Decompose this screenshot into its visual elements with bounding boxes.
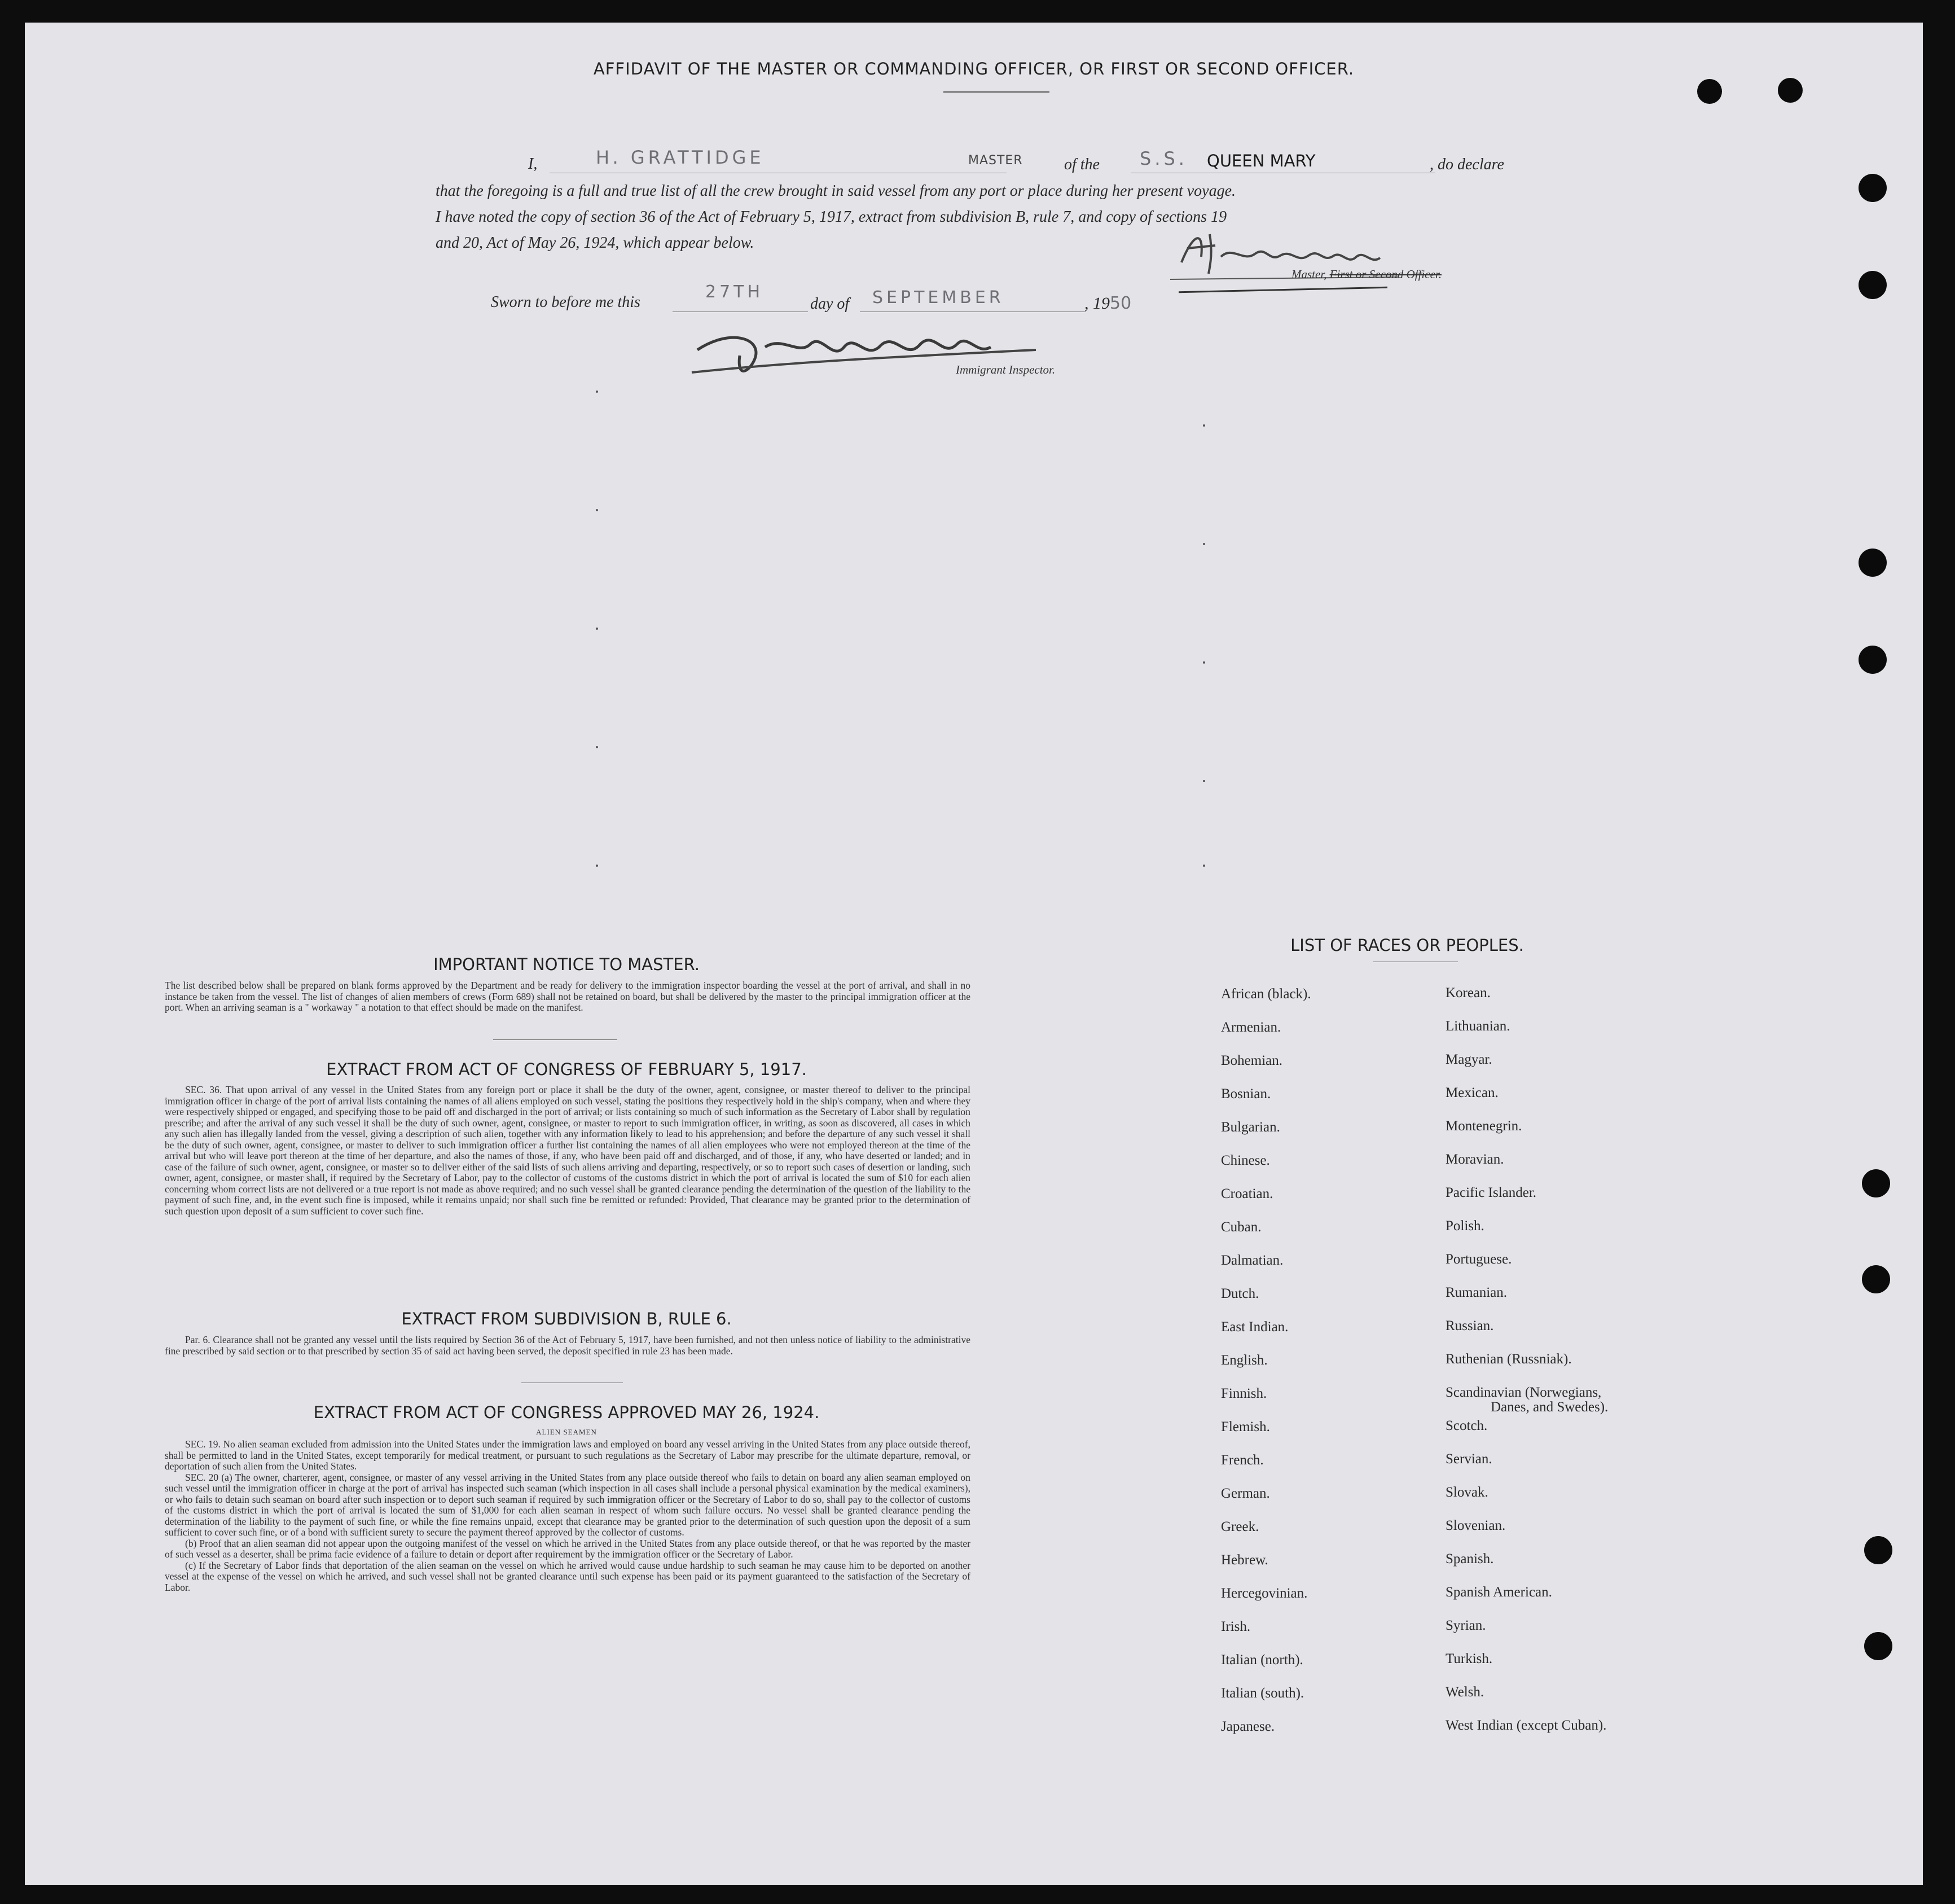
race-left: Bulgarian. bbox=[1221, 1120, 1280, 1135]
race-left: Irish. bbox=[1221, 1619, 1251, 1634]
title-divider bbox=[943, 91, 1049, 93]
sec-20b-paragraph: (b) Proof that an alien seaman did not appear upon the outgoing manifest of the vessel on which he arrived in the United States from any place outside thereof, or that he was reported by the master of such vessel as a deserter, shall be prima facie evidence of a failure to detain or deport after requirement by the immigration officer or the Secretary of Labor. bbox=[165, 1537, 970, 1560]
race-left: Finnish. bbox=[1221, 1386, 1267, 1401]
punch-hole bbox=[1859, 174, 1887, 202]
race-left: Bosnian. bbox=[1221, 1086, 1271, 1102]
sec-20a-paragraph: SEC. 20 (a) The owner, charterer, agent, consignee, or master of any vessel arriving in the United States from any place outside thereof who fails to detain on board any alien seaman employed on such vessel until the immigration officer in charge at the port of arrival has inspected such seaman (which inspection in all cases shall include a personal physical examination by the medical examiners), or who fails to detain such seaman on board after such inspection or to deport such seaman if required by such immigration officer or the Secretary of Labor to do so, shall pay to the collector of customs of the customs district in which the port of arrival is located the sum of $1,000 for each alien seaman in respect of whom such failure occurs. No vessel shall be granted clearance pending the determination of the liability to the payment of such fine, or while the fine remains unpaid, except that clearance may be granted prior to the determination of such question upon the deposit of a sum sufficient to cover such fine, or of a bond with sufficient surety to secure the payment thereof approved by the collector of customs. bbox=[165, 1471, 970, 1538]
year-suffix: 50 bbox=[1110, 293, 1132, 313]
race-right: Mexican. bbox=[1446, 1085, 1499, 1100]
document-sheet bbox=[25, 23, 1923, 1885]
race-right: Korean. bbox=[1446, 985, 1491, 1001]
races-title: LIST OF RACES OR PEOPLES. bbox=[1290, 936, 1524, 955]
punch-hole bbox=[1864, 1536, 1892, 1564]
race-right: Moravian. bbox=[1446, 1152, 1504, 1167]
punch-hole bbox=[1859, 271, 1887, 299]
guide-dot bbox=[1203, 424, 1205, 427]
vessel-prefix: S.S. bbox=[1140, 148, 1188, 169]
race-right: Portuguese. bbox=[1446, 1252, 1512, 1267]
affidavit-title: AFFIDAVIT OF THE MASTER OR COMMANDING OFFICER, OR FIRST OR SECOND OFFICER. bbox=[593, 59, 1355, 78]
do-declare: , do declare bbox=[1430, 156, 1504, 173]
master-caption bbox=[1291, 267, 1442, 282]
declaration-line-2: that the foregoing is a full and true list of all the crew brought in said vessel from any port or place during her present voyage. bbox=[436, 182, 1236, 200]
extract-1917-text: SEC. 36. That upon arrival of any vessel in the United States from any foreign port or place it shall be the duty of the owner, agent, consignee, or master thereof to deliver to the principal immigration officer in charge of the port of arrival lists containing the names of all aliens employed on such vessel, stating the positions they respectively hold in the ship's company, when and where they were respectively shipped or engaged, and specifying those to be paid off and discharged in the port of arrival; or lists containing so much of such information as the Secretary of Labor shall by regulation prescribe; and after the arrival of any such vessel it shall be the duty of such owner, agent, consignee, or master to report to such immigration officer, in writing, as soon as discovered, all cases in which any such alien has illegally landed from the vessel, giving a description of such alien, together with any information likely to lead to his apprehension; and before the departure of any such vessel it shall be the duty of such owner, agent, consignee, or master to deliver to such immigration officer a further list containing the names of all alien employees who were not employed thereon at the time of the arrival but who will leave port thereon at the time of her departure, and also the names of those, if any, who have been paid off and discharged, and of those, if any, who have deserted or landed; and in case of the failure of such owner, agent, consignee, or master so to deliver either of the said lists of such aliens arriving and departing, respectively, or so to report such cases of desertion or landing, such owner, agent, consignee, or master shall, if required by the Secretary of Labor, pay to the collector of customs of the customs district in which the port of arrival is located the sum of $10 for each alien concerning whom correct lists are not delivered or a true report is not made as above required; and no such vessel shall be granted clearance pending the determination of the question of the liability to the payment of such fine, and, in the event such fine is imposed, while it remains unpaid; nor shall such fine be remitted or refunded: Provided, That clearance may be granted prior to the determination of such question upon deposit of a sum sufficient to cover such fine. bbox=[165, 1084, 970, 1217]
race-right: West Indian (except Cuban). bbox=[1446, 1718, 1607, 1733]
sec-20c-paragraph: (c) If the Secretary of Labor finds that deportation of the alien seaman on the vessel on which he arrived would cause undue hardship to such seaman he may cause him to be deported on another vessel at the expense of the vessel on which he arrived, and such vessel shall not be granted clearance until such expense has been paid or its payment guaranteed to the satisfaction of the Secretary of Labor. bbox=[165, 1559, 970, 1593]
race-right: Montenegrin. bbox=[1446, 1118, 1522, 1134]
race-left: Italian (north). bbox=[1221, 1652, 1303, 1668]
race-left: Greek. bbox=[1221, 1519, 1259, 1534]
master-name: H. GRATTIDGE bbox=[596, 147, 765, 168]
subdivision-text: Par. 6. Clearance shall not be granted any vessel until the lists required by Section 36 of the Act of February 5, 1917, have been furnished, and not then unless notice of liability to the administrative fine prescribed by said section or to that prescribed by section 35 of said act having been served, the deposit specified in rule 23 has been made. bbox=[165, 1334, 970, 1357]
race-right: Slovenian. bbox=[1446, 1518, 1506, 1533]
guide-dot bbox=[1203, 543, 1205, 545]
race-right: Pacific Islander. bbox=[1446, 1185, 1537, 1200]
alien-seamen-subtitle: ALIEN SEAMEN bbox=[536, 1428, 597, 1436]
guide-dot bbox=[596, 509, 598, 511]
race-right: Scandinavian (Norwegians, bbox=[1446, 1385, 1602, 1400]
notice-divider bbox=[493, 1039, 617, 1040]
sworn-label: Sworn to before me this bbox=[491, 293, 640, 311]
race-right: Servian. bbox=[1446, 1451, 1492, 1467]
punch-hole bbox=[1859, 549, 1887, 577]
declaration-i: I, bbox=[528, 155, 538, 173]
race-right: Ruthenian (Russniak). bbox=[1446, 1352, 1572, 1367]
race-right: Russian. bbox=[1446, 1318, 1494, 1333]
race-left: French. bbox=[1221, 1453, 1264, 1468]
race-left: English. bbox=[1221, 1353, 1268, 1368]
punch-hole bbox=[1697, 79, 1722, 104]
master-caption-a: Master, bbox=[1291, 267, 1327, 281]
struck-officer-caption: First or Second Officer. bbox=[1329, 267, 1442, 281]
race-left: East Indian. bbox=[1221, 1319, 1289, 1335]
notice-title: IMPORTANT NOTICE TO MASTER. bbox=[433, 955, 700, 974]
guide-dot bbox=[596, 865, 598, 867]
race-left: German. bbox=[1221, 1486, 1270, 1501]
punch-hole bbox=[1864, 1632, 1892, 1660]
subdivision-title: EXTRACT FROM SUBDIVISION B, RULE 6. bbox=[401, 1309, 732, 1328]
race-right: Syrian. bbox=[1446, 1618, 1486, 1633]
guide-dot bbox=[596, 746, 598, 748]
inspector-caption: Immigrant Inspector. bbox=[956, 363, 1056, 376]
sworn-day: 27TH bbox=[705, 282, 764, 302]
race-left: Dalmatian. bbox=[1221, 1253, 1284, 1268]
race-right: Polish. bbox=[1446, 1218, 1484, 1234]
guide-dot bbox=[1203, 865, 1205, 867]
guide-dot bbox=[596, 628, 598, 630]
year-prefix: , 19 bbox=[1084, 294, 1110, 313]
race-left: Bohemian. bbox=[1221, 1053, 1283, 1068]
race-left: Hebrew. bbox=[1221, 1552, 1268, 1568]
race-left: Flemish. bbox=[1221, 1419, 1270, 1434]
guide-dot bbox=[1203, 661, 1205, 664]
race-right-continuation: Danes, and Swedes). bbox=[1491, 1400, 1609, 1415]
guide-dot bbox=[596, 391, 598, 393]
race-right: Welsh. bbox=[1446, 1684, 1484, 1700]
race-right: Scotch. bbox=[1446, 1418, 1488, 1433]
notice-text: The list described below shall be prepared on blank forms approved by the Department and be ready for delivery to the immigration inspector boarding the vessel at the port of arrival, and shall in no instance be taken from the vessel. The list of changes of alien members of crews (Form 689) shall not be retained on board, but shall be delivered by the master to the principal immigration officer at the port. When an arriving seaman is a " workaway " a notation to that effect should be made on the manifest. bbox=[165, 980, 970, 1013]
sworn-year bbox=[1084, 293, 1131, 313]
race-left: Dutch. bbox=[1221, 1286, 1259, 1301]
master-rank: MASTER bbox=[968, 153, 1023, 168]
race-right: Magyar. bbox=[1446, 1052, 1492, 1067]
race-right: Rumanian. bbox=[1446, 1285, 1508, 1300]
sworn-month: SEPTEMBER bbox=[872, 288, 1004, 308]
day-of: day of bbox=[810, 295, 850, 313]
sec-19-paragraph: SEC. 19. No alien seaman excluded from admission into the United States under the immigration laws and employed on board any vessel arriving in the United States from any place outside thereof, shall be permitted to land in the United States, except temporarily for medical treatment, or pursuant to such regulations as the Secretary of Labor may prescribe for the ultimate departure, removal, or deportation of such alien from the United States. bbox=[165, 1438, 970, 1472]
extract-1924-text bbox=[165, 1439, 970, 1593]
race-left: Hercegovinian. bbox=[1221, 1586, 1308, 1601]
declaration-line-3: I have noted the copy of section 36 of the Act of February 5, 1917, extract from subdivision B, rule 7, and copy of sections 19 bbox=[436, 208, 1227, 226]
race-left: African (black). bbox=[1221, 986, 1311, 1002]
race-left: Italian (south). bbox=[1221, 1686, 1304, 1701]
punch-hole bbox=[1862, 1169, 1890, 1197]
race-left: Chinese. bbox=[1221, 1153, 1270, 1168]
race-left: Japanese. bbox=[1221, 1719, 1275, 1734]
extract-1917-title: EXTRACT FROM ACT OF CONGRESS OF FEBRUARY 5, 1917. bbox=[326, 1060, 807, 1079]
guide-dot bbox=[1203, 780, 1205, 782]
punch-hole bbox=[1859, 646, 1887, 674]
vessel-name: QUEEN MARY bbox=[1207, 151, 1316, 170]
punch-hole bbox=[1862, 1265, 1890, 1293]
race-left: Croatian. bbox=[1221, 1186, 1273, 1201]
race-right: Spanish. bbox=[1446, 1551, 1494, 1567]
punch-hole bbox=[1778, 78, 1803, 103]
race-left: Cuban. bbox=[1221, 1219, 1262, 1235]
race-left: Armenian. bbox=[1221, 1020, 1281, 1035]
extract-1924-title: EXTRACT FROM ACT OF CONGRESS APPROVED MAY 26, 1924. bbox=[313, 1403, 820, 1422]
of-the: of the bbox=[1064, 156, 1100, 173]
race-right: Spanish American. bbox=[1446, 1585, 1552, 1600]
race-right: Turkish. bbox=[1446, 1651, 1493, 1666]
race-right: Lithuanian. bbox=[1446, 1019, 1510, 1034]
declaration-line-4: and 20, Act of May 26, 1924, which appear below. bbox=[436, 234, 754, 252]
race-right: Slovak. bbox=[1446, 1485, 1488, 1500]
